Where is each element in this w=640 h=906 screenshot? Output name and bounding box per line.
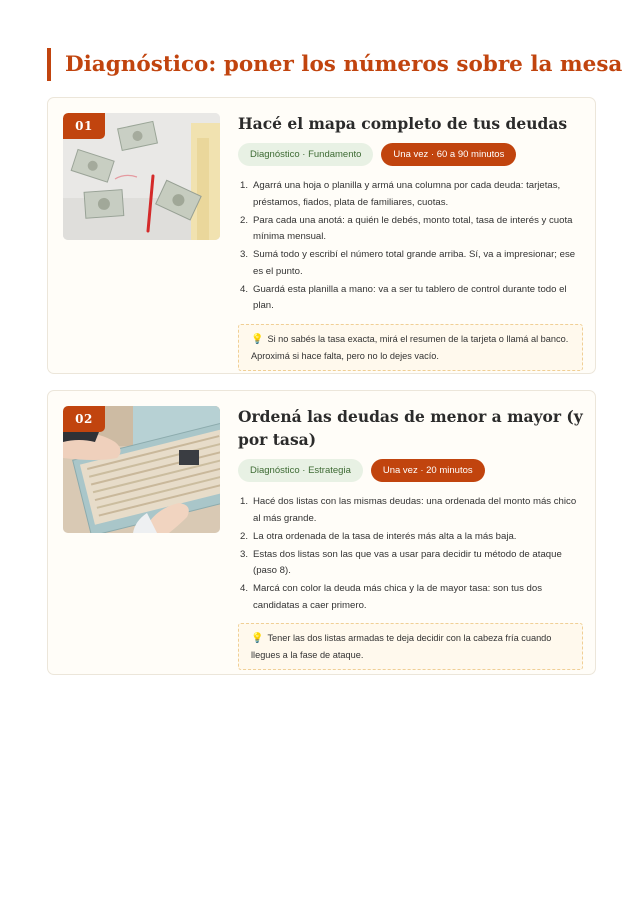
list-item: Para cada una anotá: a quién le debés, monto total, tasa de interés y cuota mínima mensual. <box>253 214 573 242</box>
step-photo-folders <box>63 406 220 533</box>
category-tag: Diagnóstico · Estrategia <box>238 459 363 482</box>
step-content <box>238 112 583 371</box>
step-number-badge: 01 <box>63 113 105 139</box>
time-tag: Una vez · 20 minutos <box>371 459 485 482</box>
list-item: Hacé dos listas con las mismas deudas: una ordenada del monto más chico al más grande. <box>253 496 577 524</box>
list-item: Guardá esta planilla a mano: va a ser tu tablero de control durante todo el plan. <box>253 283 567 311</box>
tip-text: Tener las dos listas armadas te deja decidir con la cabeza fría cuando llegues a la fase de ataque. <box>251 633 552 660</box>
step-list <box>238 494 583 614</box>
step-content <box>238 405 583 670</box>
list-item: Estas dos listas son las que vas a usar para decidir tu método de ataque (paso 8). <box>253 548 562 576</box>
step-card-01 <box>47 97 596 374</box>
lightbulb-icon: 💡 <box>251 633 264 644</box>
tip-text: Si no sabés la tasa exacta, mirá el resumen de la tarjeta o llamá al banco. Aproximá si hace falta, pero no lo dejes vacío. <box>251 333 569 361</box>
step-tags <box>238 459 583 482</box>
category-tag: Diagnóstico · Fundamento <box>238 143 373 166</box>
list-item: Sumá todo y escribí el número total grande arriba. Sí, va a impresionar; ese es el punto. <box>253 249 576 277</box>
tip-box <box>238 623 583 670</box>
time-tag: Una vez · 60 a 90 minutos <box>381 143 516 166</box>
list-item: Agarrá una hoja o planilla y armá una columna por cada deuda: tarjetas, préstamos, fiados, plata de familiares, cuotas. <box>253 180 561 208</box>
step-title: Hacé el mapa completo de tus deudas <box>238 114 568 133</box>
tip-box <box>238 324 583 371</box>
page-title: Diagnóstico: poner los números sobre la mesa <box>47 48 607 81</box>
list-item: La otra ordenada de la tasa de interés más alta a la más baja. <box>253 530 517 542</box>
step-title: Ordená las deudas de menor a mayor (y por tasa) <box>238 407 583 449</box>
step-tags <box>238 143 583 166</box>
list-item: Marcá con color la deuda más chica y la de mayor tasa: son tus dos candidatas a caer primero. <box>253 583 543 611</box>
step-photo-money <box>63 113 220 240</box>
step-card-02 <box>47 390 596 675</box>
step-number-badge: 02 <box>63 406 105 432</box>
step-list <box>238 178 583 315</box>
lightbulb-icon: 💡 <box>251 333 264 345</box>
